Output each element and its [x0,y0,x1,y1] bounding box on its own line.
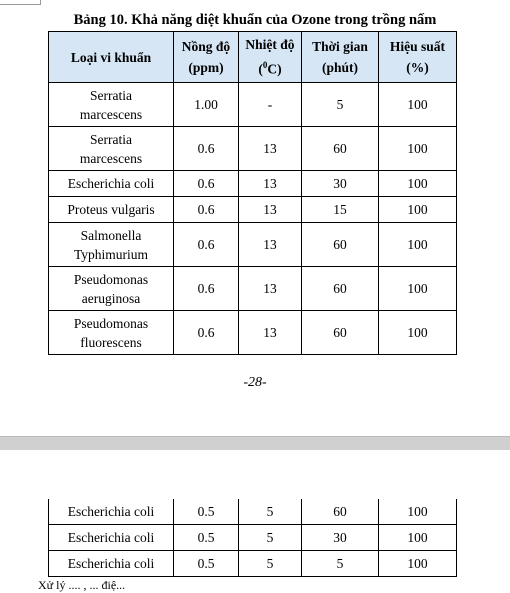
cell-bacteria: Serratia marcescens [49,83,174,127]
cell-efficiency: 100 [379,223,457,267]
cell-concentration: 0.5 [174,499,239,525]
cell-concentration: 0.6 [174,171,239,197]
cell-temperature: 13 [239,171,302,197]
table-header-row [49,32,457,83]
cell-time: 5 [302,83,379,127]
header-time: Thời gian (phút) [302,32,379,83]
cutoff-text: Xử lý .... , ... điệ... [38,578,126,592]
header-bacteria: Loại vi khuẩn [49,32,174,83]
cell-bacteria: Pseudomonas aeruginosa [49,267,174,311]
cell-efficiency: 100 [379,127,457,171]
cell-temperature: 13 [239,311,302,355]
table-row [49,499,457,525]
cell-concentration: 0.6 [174,127,239,171]
header-efficiency: Hiệu suất (%) [379,32,457,83]
cell-temperature: 5 [239,551,302,577]
cell-temperature: - [239,83,302,127]
cell-time: 5 [302,551,379,577]
cell-concentration: 0.6 [174,267,239,311]
cell-bacteria: Proteus vulgaris [49,197,174,223]
cell-temperature: 5 [239,525,302,551]
ozone-bacteria-table [48,31,457,355]
cell-efficiency: 100 [379,171,457,197]
cell-time: 60 [302,499,379,525]
cell-temperature: 5 [239,499,302,525]
table-row [49,83,457,127]
cell-efficiency: 100 [379,267,457,311]
cell-temperature: 13 [239,223,302,267]
cell-time: 60 [302,127,379,171]
cell-temperature: 13 [239,197,302,223]
cell-efficiency: 100 [379,525,457,551]
cell-concentration: 0.6 [174,223,239,267]
cell-time: 30 [302,525,379,551]
header-concentration: Nồng độ (ppm) [174,32,239,83]
header-temperature: Nhiệt độ ($^0$C) [239,32,302,83]
cell-temperature: 13 [239,267,302,311]
table-caption: Bảng 10. Khả năng diệt khuẩn của Ozone trong trồng nấm [73,12,437,28]
cell-efficiency: 100 [379,311,457,355]
cell-bacteria: Serratia marcescens [49,127,174,171]
cell-bacteria: Escherichia coli [49,525,174,551]
cell-time: 60 [302,311,379,355]
page-number: -28- [243,375,267,390]
cell-efficiency: 100 [379,551,457,577]
table-row [49,171,457,197]
cell-time: 60 [302,267,379,311]
table-row [49,267,457,311]
table-row [49,197,457,223]
table-row [49,127,457,171]
cell-time: 60 [302,223,379,267]
cell-bacteria: Escherichia coli [49,551,174,577]
cell-efficiency: 100 [379,197,457,223]
table-row [49,551,457,577]
cell-concentration: 0.5 [174,525,239,551]
table-row [49,525,457,551]
cell-temperature: 13 [239,127,302,171]
cell-concentration: 0.6 [174,311,239,355]
cell-concentration: 1.00 [174,83,239,127]
cell-bacteria: Salmonella Typhimurium [49,223,174,267]
cell-concentration: 0.5 [174,551,239,577]
cell-concentration: 0.6 [174,197,239,223]
table-row [49,223,457,267]
table-row [49,311,457,355]
cell-efficiency: 100 [379,83,457,127]
page-corner-edge [0,0,41,5]
cell-efficiency: 100 [379,499,457,525]
ozone-bacteria-table-continued [48,499,457,577]
cell-bacteria: Escherichia coli [49,499,174,525]
cell-bacteria: Escherichia coli [49,171,174,197]
cell-time: 30 [302,171,379,197]
cell-bacteria: Pseudomonas fluorescens [49,311,174,355]
cell-time: 15 [302,197,379,223]
